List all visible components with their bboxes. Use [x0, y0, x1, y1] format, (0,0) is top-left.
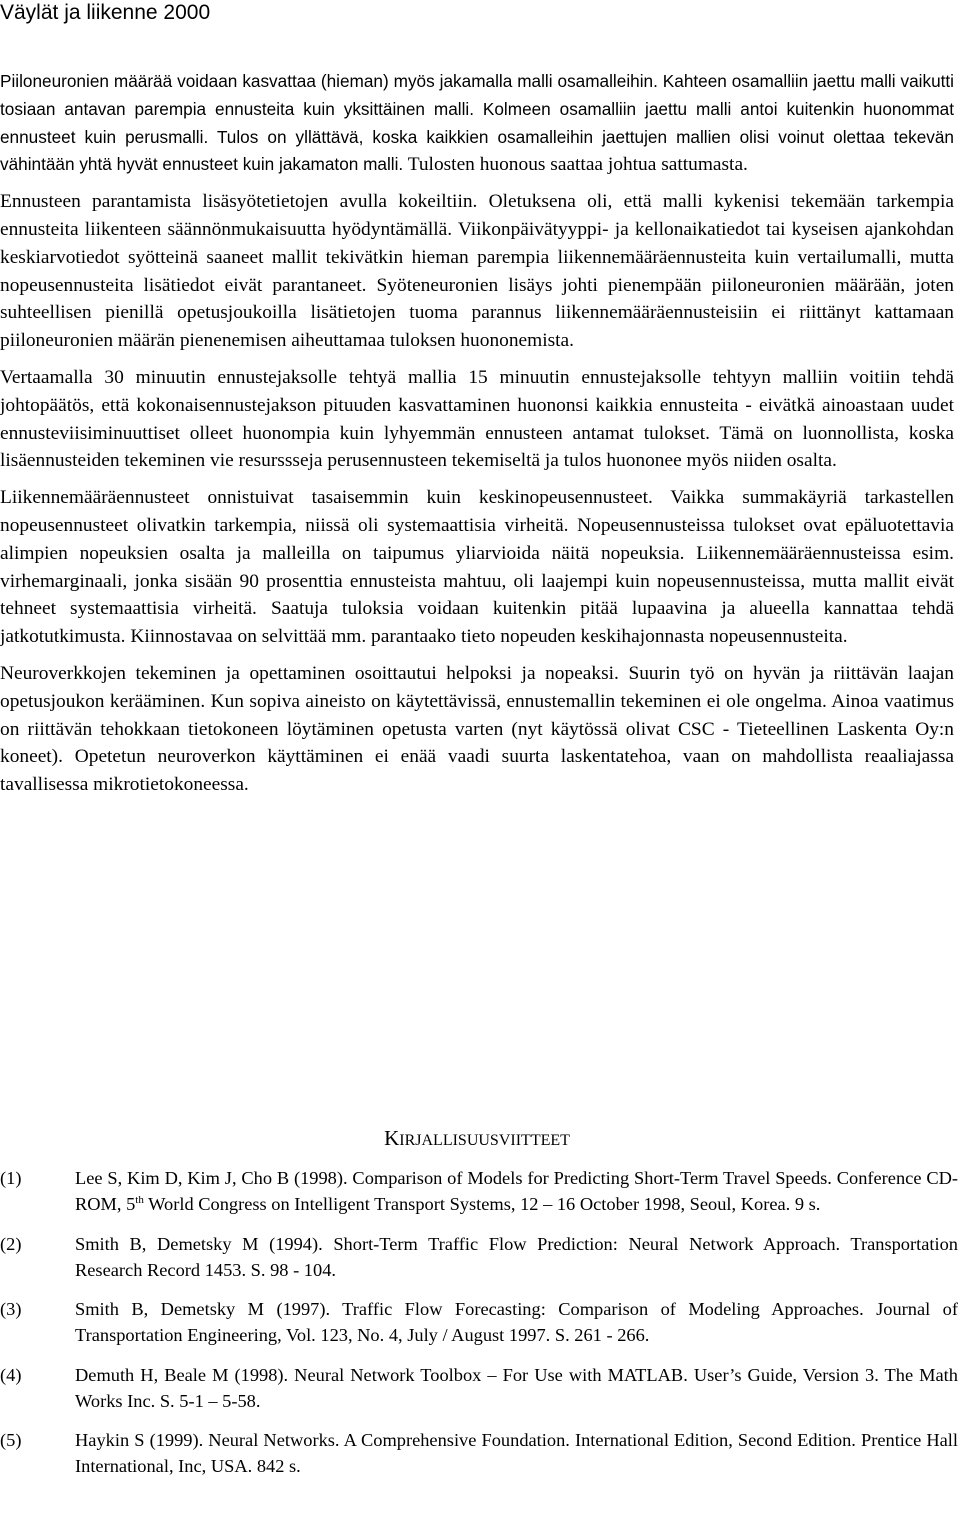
reference-item	[0, 1165, 958, 1217]
paragraph-1-sans-part: Piiloneuronien määrää voidaan kasvattaa (hieman) myös jakamalla malli osamalleihin. Kahteen osamalliin jaettu malli vaikutti tosiaan antavan parempia ennusteita kuin yksittäinen malli. Kolmeen osamalliin jaettu malli antoi kuitenkin huonommat ennusteet kuin perusmalli. Tulos on yllättävä, koska kaikkien osamalleihin jaettujen mallien olisi voinut olettaa tekevän vähintään yhtä hyvät ennusteet kuin jakamaton malli.	[0, 71, 954, 175]
paragraph-1	[0, 68, 954, 179]
reference-list	[0, 1165, 958, 1493]
reference-number: (3)	[0, 1299, 22, 1319]
body-text	[0, 68, 954, 808]
references-heading-initial: K	[384, 1126, 400, 1150]
references-heading	[0, 1124, 954, 1155]
reference-number: (4)	[0, 1364, 22, 1385]
references-heading-rest: IRJALLISUUSVIITTEET	[399, 1132, 570, 1149]
reference-item	[0, 1231, 958, 1283]
reference-number: (5)	[0, 1430, 22, 1450]
reference-item	[0, 1296, 958, 1348]
reference-item	[0, 1362, 958, 1414]
reference-superscript: th	[135, 1193, 144, 1206]
running-header: Väylät ja liikenne 2000	[0, 1, 211, 24]
reference-text: Haykin S (1999). Neural Networks. A Comprehensive Foundation. International Edition, Second Edition. Prentice Hall International, Inc, USA. 842 s.	[75, 1430, 958, 1476]
reference-number: (1)	[0, 1168, 22, 1188]
reference-text	[75, 1165, 958, 1217]
paragraph-2: Ennusteen parantamista lisäsyötetietojen avulla kokeiltiin. Oletuksena oli, että malli kykenisi tekemään tarkempia ennusteita liikenteen säännönmukaisuutta hyödyntämällä. Viikonpäivätyyppi- ja kellonaikatiedot tai kyseisen ajankohdan keskiarvotiedot syötteinä saaneet mallit tekivätkin hieman parempia liikennemääräennusteita kuin vertailumalli, mutta nopeusennusteita lisätiedot eivät parantaneet. Syöteneuronien lisäys johti pienempään piiloneuronien määrään, joten suhteellisen pienillä opetusjoukoilla lisätietojen tuoma parannus liikennemääräennusteisiin ei riittänyt kattamaan piiloneuronien määrän pienenemisen aiheuttamaa tuloksen huononemista.	[0, 191, 954, 352]
reference-text: Smith B, Demetsky M (1997). Traffic Flow Forecasting: Comparison of Modeling Approaches. Journal of Transportation Engineering, Vol. 123, No. 4, July / August 1997. S. 261 - 266.	[75, 1299, 958, 1345]
paragraph-1-serif-part: Tulosten huonous saattaa johtua sattumasta.	[403, 154, 748, 176]
reference-number: (2)	[0, 1233, 22, 1254]
reference-text: Demuth H, Beale M (1998). Neural Network Toolbox – For Use with MATLAB. User’s Guide, Version 3. The Math Works Inc. S. 5-1 – 5-58.	[75, 1364, 958, 1411]
reference-text: Smith B, Demetsky M (1994). Short-Term Traffic Flow Prediction: Neural Network Approach. Transportation Research Record 1453. S. 98 - 104.	[75, 1233, 958, 1280]
paragraph-5: Neuroverkkojen tekeminen ja opettaminen osoittautui helpoksi ja nopeaksi. Suurin työ on hyvän ja riittävän laajan opetusjoukon kerääminen. Kun sopiva aineisto on käytettävissä, ennustemallin tekeminen ei ole ongelma. Ainoa vaatimus on riittävän tehokkaan tietokoneen löytäminen opetusta varten (nyt käytössä olivat CSC - Tieteellinen Laskenta Oy:n koneet). Opetetun neuroverkon käyttäminen ei enää vaadi suurta laskentatehoa, vaan on mahdollista reaaliajassa tavallisessa mikrotietokoneessa.	[0, 662, 954, 796]
paragraph-4: Liikennemääräennusteet onnistuivat tasaisemmin kuin keskinopeusennusteet. Vaikka summakäyriä tarkastellen nopeusennusteet olivatkin tarkempia, niissä oli systemaattisia virheitä. Nopeusennusteissa tulokset ovat epäluotettavia alimpien nopeuksien osalta ja malleilla on taipumus yliarvioida näitä nopeuksia. Liikennemääräennusteissa esim. virhemarginaali, jonka sisään 90 prosenttia ennusteista mahtuu, oli laajempi kuin nopeusennusteissa, mutta mallit eivät tehneet systemaattisia virheitä. Saatuja tuloksia voidaan kuitenkin pitää lupaavina ja alueella kannattaa tehdä jatkotutkimusta. Kiinnostavaa on selvittää mm. parantaako tieto nopeuden keskihajonnasta nopeusennusteita.	[0, 487, 954, 648]
reference-text-part: World Congress on Intelligent Transport Systems, 12 – 16 October 1998, Seoul, Korea. 9 s.	[143, 1194, 821, 1214]
reference-text-part: Lee S, Kim D, Kim J, Cho B (1998). Comparison of Models for Predicting Short-Term Travel Speeds. Conference CD-ROM, 5	[75, 1168, 958, 1214]
reference-item	[0, 1427, 958, 1479]
paragraph-3: Vertaamalla 30 minuutin ennustejaksolle tehtyä mallia 15 minuutin ennustejaksolle tehtyyn malliin voitiin tehdä johtopäätös, että kokonaisennustejakson pituuden kasvattaminen huononsi kaikkia ennusteita - eivätkä ainoastaan uudet ennusteviisiminuuttiset olleet huonompia kuin lyhyemmän ennusteen antamat tulokset. Tämä on luonnollista, koska lisäennusteiden tekeminen vie resurssseja perusennusteen tekemiseltä ja tulos huononee myös niiden osalta.	[0, 366, 954, 472]
